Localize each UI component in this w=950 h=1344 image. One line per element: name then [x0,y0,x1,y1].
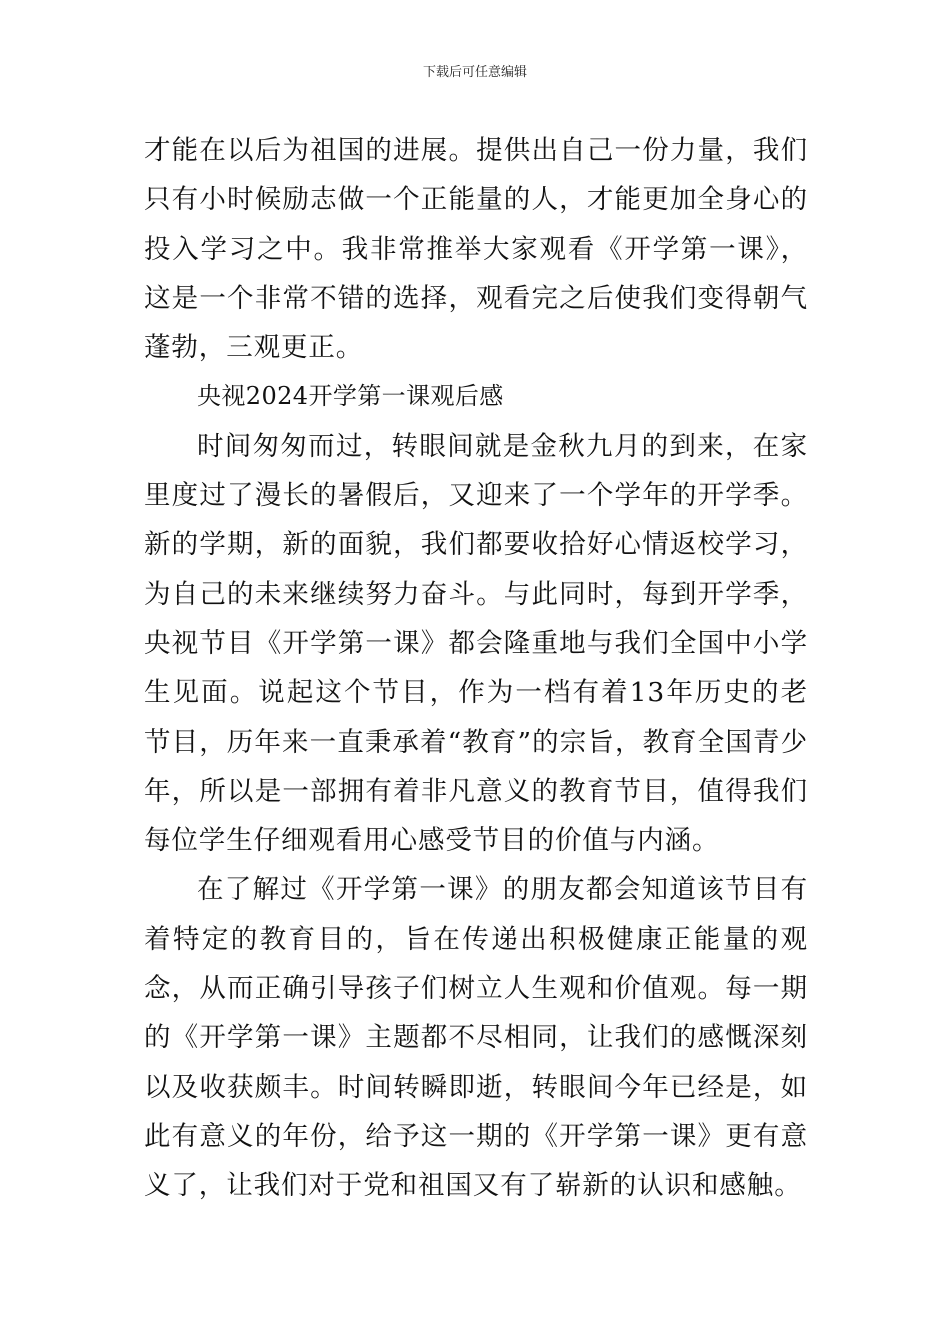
page-header-note: 下载后可任意编辑 [422,65,527,80]
paragraph-purpose: 在了解过《开学第一课》的朋友都会知道该节目有着特定的教育目的，旨在传递出积极健康正能量的观念，从而正确引导孩子们树立人生观和价值观。每一期的《开学第一课》主题都不尽相同，让我们的感慨深刻以及收获颇丰。时间转瞬即逝，转眼间今年已经是，如此有意义的年份，给予这一期的《开学第一课》更有意义了，让我们对于党和祖国又有了崭新的认识和感触。 [144,874,808,1202]
paragraph-continuation: 才能在以后为祖国的进展。提供出自己一份力量，我们只有小时候励志做一个正能量的人，才能更加全身心的投入学习之中。我非常推举大家观看《开学第一课》，这是一个非常不错的选择，观看完之后使我们变得朝气蓬勃，三观更正。 [144,135,808,364]
section-heading: 央视2024开学第一课观后感 [197,382,504,411]
paragraph-intro: 时间匆匆而过，转眼间就是金秋九月的到来，在家里度过了漫长的暑假后，又迎来了一个学年的开学季。新的学期，新的面貌，我们都要收拾好心情返校学习，为自己的未来继续努力奋斗。与此同时，每到开学季，央视节目《开学第一课》都会隆重地与我们全国中小学生见面。说起这个节目，作为一档有着13年历史的老节目，历年来一直秉承着“教育”的宗旨，教育全国青少年，所以是一部拥有着非凡意义的教育节目，值得我们每位学生仔细观看用心感受节目的价值与内涵。 [144,430,808,857]
document-body [144,126,808,1211]
